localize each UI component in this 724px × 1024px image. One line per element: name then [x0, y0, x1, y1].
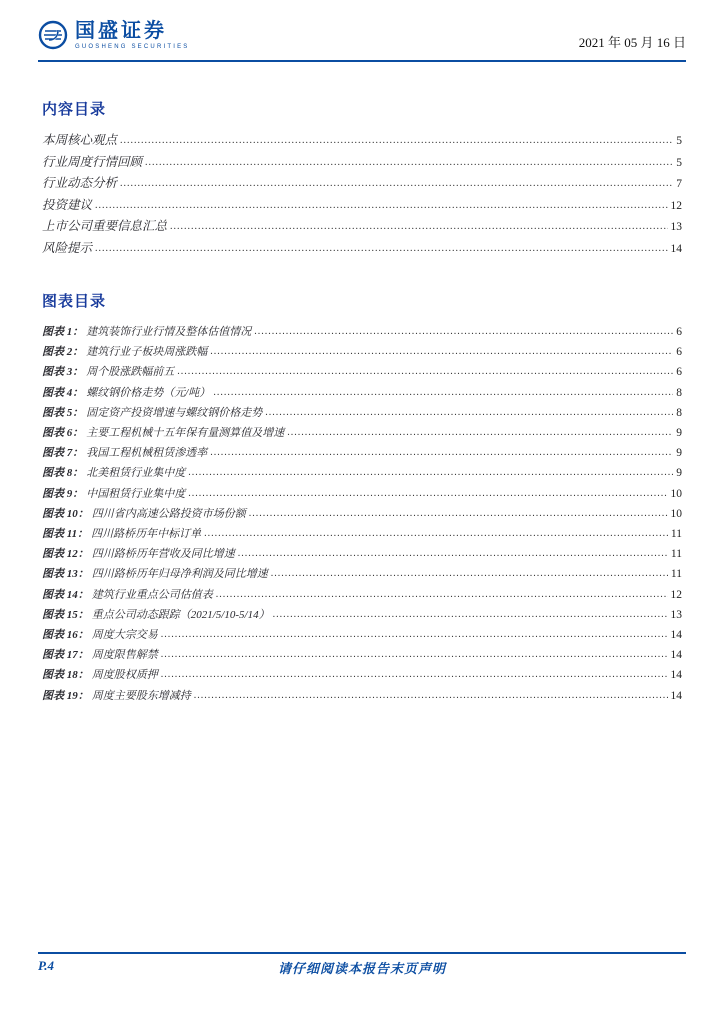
dot-leader [204, 525, 668, 545]
figure-entry-number: 图表 7： [42, 447, 84, 460]
figure-entry-page: 6 [676, 346, 682, 359]
toc-entry-label: 风险提示 [42, 240, 93, 255]
figure-entry-number: 图表 11： [42, 528, 89, 541]
dot-leader [161, 646, 668, 666]
figure-entry[interactable] [42, 363, 682, 383]
figure-entry-page: 14 [670, 689, 682, 702]
contents-list [42, 131, 682, 260]
figure-entry-number: 图表 9： [42, 487, 84, 500]
dot-leader [161, 626, 668, 646]
logo-company-name: 国盛证券 [75, 19, 167, 42]
figure-entry-label: 我国工程机械租赁渗透率 [86, 447, 208, 460]
figure-entry-label: 周度大宗交易 [91, 629, 158, 642]
figure-entry-page: 14 [670, 649, 682, 662]
figure-entry-label: 四川路桥历年中标订单 [91, 528, 202, 541]
figure-entry[interactable] [42, 606, 682, 626]
dot-leader [254, 323, 673, 343]
figure-entry-page: 11 [670, 528, 682, 541]
page-number: P.4 [38, 958, 55, 973]
figure-entry-label: 建筑行业重点公司估值表 [91, 588, 213, 601]
figure-entry[interactable] [42, 687, 682, 707]
company-logo [38, 20, 189, 50]
toc-entry-label: 本周核心观点 [42, 133, 118, 147]
dot-leader [265, 404, 673, 424]
figure-entry-number: 图表 15： [42, 608, 89, 621]
toc-entry[interactable] [42, 174, 682, 196]
logo-globe-icon [38, 20, 68, 50]
figure-entry[interactable] [42, 565, 682, 585]
figure-entry-page: 9 [676, 427, 682, 440]
figure-entry-number: 图表 18： [42, 669, 89, 682]
dot-leader [210, 343, 673, 363]
figure-entry-number: 图表 12： [42, 548, 89, 561]
page-content [42, 98, 682, 707]
figure-entry-number: 图表 1： [42, 326, 84, 338]
contents-section [42, 98, 682, 260]
toc-entry[interactable] [42, 239, 682, 261]
header-divider [38, 60, 686, 62]
figure-entry-number: 图表 17： [42, 649, 89, 662]
toc-entry[interactable] [42, 153, 682, 175]
figure-entry-page: 8 [676, 406, 682, 419]
figure-entry-label: 中国租赁行业集中度 [86, 487, 186, 500]
figure-entry-number: 图表 13： [42, 568, 89, 581]
figure-entry[interactable] [42, 444, 682, 464]
figure-entry-page: 10 [670, 507, 682, 520]
figure-entry[interactable] [42, 646, 682, 666]
figure-entry[interactable] [42, 545, 682, 565]
figure-entry-page: 6 [676, 366, 682, 379]
dot-leader [95, 196, 667, 218]
figure-entry-label: 建筑行业子板块周涨跌幅 [86, 346, 208, 359]
figure-entry-number: 图表 10： [42, 507, 89, 520]
figure-entry-label: 螺纹钢价格走势（元/吨） [86, 386, 211, 399]
toc-entry[interactable] [42, 217, 682, 239]
figure-entry-page: 12 [670, 588, 682, 601]
dot-leader [210, 444, 673, 464]
figure-entry-page: 6 [676, 326, 682, 338]
figure-entry-label: 四川路桥历年归母净利润及同比增速 [91, 568, 268, 581]
figure-entry-label: 周个股涨跌幅前五 [86, 366, 175, 379]
figure-entry-number: 图表 8： [42, 467, 84, 480]
dot-leader [188, 464, 673, 484]
contents-title: 内容目录 [42, 101, 107, 118]
figures-section [42, 290, 682, 707]
figure-entry-number: 图表 6： [42, 427, 84, 440]
figure-entry-label: 北美租赁行业集中度 [86, 467, 186, 480]
dot-leader [170, 217, 667, 239]
figure-entry[interactable] [42, 666, 682, 686]
figure-entry-page: 11 [670, 568, 682, 581]
dot-leader [95, 239, 667, 261]
figure-entry[interactable] [42, 424, 682, 444]
dot-leader [145, 153, 673, 175]
toc-entry-label: 投资建议 [42, 197, 93, 212]
figure-entry-label: 主要工程机械十五年保有量测算值及增速 [86, 427, 285, 440]
figure-entry[interactable] [42, 485, 682, 505]
figure-entry-label: 周度股权质押 [91, 669, 158, 682]
footer-divider [38, 952, 686, 954]
dot-leader [216, 586, 668, 606]
toc-entry-page: 7 [676, 178, 682, 190]
toc-entry-label: 上市公司重要信息汇总 [42, 219, 168, 233]
figures-list [42, 323, 682, 707]
dot-leader [249, 505, 668, 525]
figure-entry-page: 11 [670, 548, 682, 561]
figure-entry-number: 图表 14： [42, 588, 89, 601]
footer-disclaimer: 请仔细阅读本报告末页声明 [277, 961, 446, 976]
dot-leader [177, 363, 673, 383]
logo-company-name-en: GUOSHENG SECURITIES [75, 43, 190, 50]
toc-entry-page: 12 [670, 199, 682, 212]
dot-leader [273, 606, 668, 626]
figure-entry-label: 周度主要股东增减持 [91, 689, 191, 702]
figure-entry-page: 13 [670, 608, 682, 621]
figure-entry[interactable] [42, 586, 682, 606]
page-header [38, 20, 686, 51]
figure-entry-label: 建筑装饰行业行情及整体估值情况 [86, 326, 252, 338]
toc-entry[interactable] [42, 196, 682, 218]
page-footer [38, 958, 686, 974]
figure-entry-label: 四川路桥历年营收及同比增速 [91, 548, 235, 561]
figure-entry-page: 14 [670, 629, 682, 642]
figure-entry-label: 重点公司动态跟踪（2021/5/10-5/14） [91, 608, 270, 621]
figure-entry[interactable] [42, 464, 682, 484]
figure-entry-number: 图表 16： [42, 629, 89, 642]
toc-entry[interactable] [42, 131, 682, 153]
figures-title: 图表目录 [42, 293, 107, 310]
dot-leader [213, 384, 673, 404]
toc-entry-label: 行业周度行情回顾 [42, 154, 143, 169]
report-date: 2021 年 05 月 16 日 [578, 35, 686, 50]
dot-leader [120, 131, 673, 153]
figure-entry[interactable] [42, 343, 682, 363]
figure-entry-number: 图表 5： [42, 406, 84, 419]
figure-entry-number: 图表 4： [42, 386, 84, 399]
toc-entry-page: 13 [670, 221, 682, 233]
figure-entry[interactable] [42, 525, 682, 545]
dot-leader [271, 565, 668, 585]
figure-entry-label: 周度限售解禁 [91, 649, 158, 662]
dot-leader [287, 424, 673, 444]
figure-entry-page: 14 [670, 669, 682, 682]
toc-entry-page: 5 [676, 135, 682, 147]
dot-leader [120, 174, 673, 196]
figure-entry[interactable] [42, 384, 682, 404]
figure-entry-label: 四川省内高速公路投资市场份额 [91, 507, 246, 520]
toc-entry-label: 行业动态分析 [42, 176, 118, 190]
dot-leader [238, 545, 668, 565]
figure-entry-page: 10 [670, 487, 682, 500]
figure-entry-page: 8 [676, 386, 682, 399]
figure-entry-number: 图表 2： [42, 346, 84, 359]
toc-entry-page: 14 [670, 242, 682, 255]
figure-entry-number: 图表 19： [42, 689, 89, 702]
dot-leader [188, 485, 667, 505]
logo-text [75, 21, 189, 50]
figure-entry-label: 固定资产投资增速与螺纹钢价格走势 [86, 406, 263, 419]
dot-leader [194, 687, 668, 707]
figure-entry[interactable] [42, 505, 682, 525]
figure-entry-page: 9 [676, 467, 682, 480]
dot-leader [161, 666, 668, 686]
figure-entry[interactable] [42, 323, 682, 343]
figure-entry[interactable] [42, 404, 682, 424]
figure-entry-number: 图表 3： [42, 366, 84, 379]
figure-entry-page: 9 [676, 447, 682, 460]
figure-entry[interactable] [42, 626, 682, 646]
toc-entry-page: 5 [676, 156, 682, 169]
